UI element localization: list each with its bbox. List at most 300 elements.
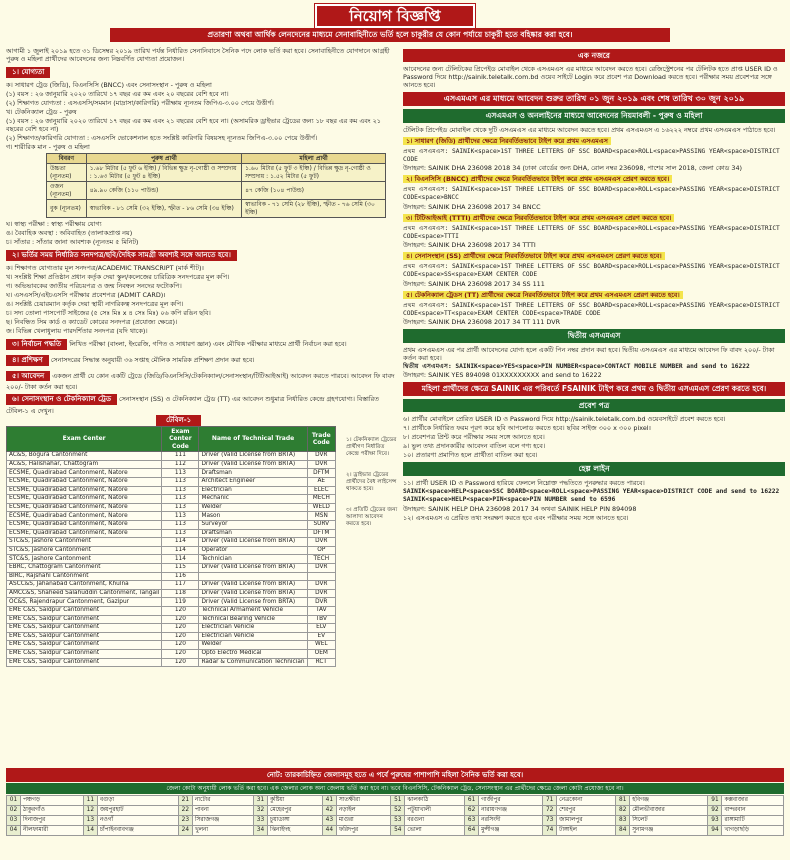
district-code-table xyxy=(6,795,784,836)
document-item: খ। সংশ্লিষ্ট শিক্ষা প্রতিষ্ঠান প্রধান কর্তৃক দেয়া স্কুল/কলেজের চারিত্রিক সনদপত্রের মূল কপি। xyxy=(6,273,230,281)
section-1a: ক। সাধারণ ট্রেড (জিডি), বিএনসিসি (BNCC) এবং সেনাসংস্থান - পুরুষ ও মহিলা xyxy=(6,80,212,89)
district-name: মাগুরা xyxy=(336,816,390,826)
document-item: ক। শিক্ষাগত যোগ্যতার মূল সনদপত্র/ACADEMIC TRANSCRIPT (মার্ক শীট)। xyxy=(6,264,204,272)
district-name: চুয়াডাঙ্গা xyxy=(268,816,323,826)
female-sms-note: মহিলা প্রার্থীদের ক্ষেত্রে SAINIK এর পরিবর্তে FSAINIK টাইপ করে প্রথম ও দ্বিতীয় এসএমএস প্রেরণ করতে হবে। xyxy=(403,382,785,395)
district-name: জামালপুর xyxy=(557,816,616,826)
table-1-label: টেবিল-১ xyxy=(156,415,201,426)
table-row xyxy=(7,826,784,836)
table-header: মহিলা প্রার্থী xyxy=(242,153,386,164)
table-row xyxy=(7,641,336,650)
table-cell: Draftsman xyxy=(199,529,307,538)
district-name: ঝিনাইদহ xyxy=(268,826,323,836)
district-code: 02 xyxy=(7,806,21,816)
table-cell: 113 xyxy=(162,495,199,504)
table-row xyxy=(7,512,336,521)
document-item: ঘ। এসএসসি/এইচএসসি পরীক্ষার প্রবেশপত্র (ADMIT CARD)। xyxy=(6,291,166,299)
gd-format: প্রথম এসএমএস: SAINIK<space>1ST THREE LETTERS OF SSC BOARD<space>ROLL<space>PASSING YEAR<space>DISTRICT CODE xyxy=(403,147,780,163)
table-cell: DVR xyxy=(307,563,335,572)
admit-item: ৯। ভুল তথ্য প্রদানকারীর আবেদন বাতিল বলে গণ্য হবে। xyxy=(403,442,546,451)
district-code: 61 xyxy=(465,796,479,806)
help-example: উদাহরণ: SAINIK HELP DHA 236098 2017 34 অথবা SAINIK HELP PIN 894098 xyxy=(403,505,637,513)
table-cell: Welder xyxy=(199,641,307,650)
section-3-heading: ৩। নির্বাচন পদ্ধতি xyxy=(6,339,67,350)
district-name: বগুড়া xyxy=(97,796,178,806)
table-cell: 116 xyxy=(162,572,199,581)
table-cell: স্বাভাবিক - ৭১ সেমি (২৮ ইঞ্চি), স্ফীত - ৭৬ সেমি (৩০ ইঞ্চি) xyxy=(242,200,386,218)
district-name: জয়পুরহাট xyxy=(97,806,178,816)
section-1b-1: (১) বয়স : ২৬ জানুয়ারি ২০২০ তারিখে ১৭ বছর এর কম এবং ২১ বছরের বেশি হবে না। (অসামরিক ড্রাইভার ট্রেডের জন্য ১৮ বছর এর কম এবং ২১ বছরের বেশি হবে না) xyxy=(6,116,381,133)
table-cell: 117 xyxy=(162,581,199,590)
page-title: নিয়োগ বিজ্ঞপ্তি xyxy=(315,4,475,28)
second-sms-heading: দ্বিতীয় এসএমএস xyxy=(403,329,785,342)
document-item: ঙ। সংশ্লিষ্ট চেয়ারম্যান কর্তৃক দেয়া স্থায়ী নাগরিকত্ব সনদপত্রের মূল কপি। xyxy=(6,300,184,308)
bottom-note: নোট: তারকাচিহ্নিত জেলাসমূহ হতে এ পর্বে পুরুষের পাশাপাশি মহিলা সৈনিক ভর্তি করা হবে। xyxy=(6,768,784,782)
table-cell: STC&S, Jashore Cantonment xyxy=(7,546,162,555)
table-cell: EME C&S, Saidpur Cantonment xyxy=(7,641,162,650)
table-cell: DVR xyxy=(307,581,335,590)
help-text: ১১। প্রার্থী USER ID ও Password হারিয়ে ফেললে নিম্নোক্ত পদ্ধতিতে পুনরুদ্ধার করতে পারবে। xyxy=(403,478,645,487)
table-row xyxy=(7,452,336,461)
table-cell: AC&S, Bogura Cantonment xyxy=(7,452,162,461)
district-code: 94 xyxy=(708,826,722,836)
district-code: 53 xyxy=(391,816,405,826)
table-cell: 114 xyxy=(162,555,199,564)
table-cell: RCT xyxy=(307,658,335,667)
table-row xyxy=(7,658,336,667)
ttti-example: উদাহরণ: SAINIK DHA 236098 2017 34 TTTI xyxy=(403,241,536,250)
table-cell: AE xyxy=(307,478,335,487)
table-cell: Driver (Valid License from BRTA) xyxy=(199,581,307,590)
side-note: ২। ড্রাইভার ট্রেডের প্রার্থীদের বৈধ লাইসেন্স থাকতে হবে। xyxy=(346,471,397,492)
table-cell: ECSME, Quadirabad Cantonment, Natore xyxy=(7,529,162,538)
section-3-text: লিখিত পরীক্ষা (বাংলা, ইংরেজি, গণিত ও সাধারণ জ্ঞান) এবং মৌখিক পরীক্ষার মাধ্যমে প্রার্থী নির্বাচন করা হবে। xyxy=(69,340,347,348)
district-code: 12 xyxy=(83,806,97,816)
table-cell: Operator xyxy=(199,546,307,555)
table-cell: স্বাভাবিক - ৮১ সেমি (৩২ ইঞ্চি), স্ফীত - ৮৬ সেমি (৩৪ ইঞ্চি) xyxy=(86,200,241,218)
district-code: 21 xyxy=(178,796,192,806)
table-cell: Technician xyxy=(199,555,307,564)
table-cell: 118 xyxy=(162,589,199,598)
district-name: পঞ্চগড় xyxy=(21,796,84,806)
help-format-1: SAINIK<space>HELP<space>SSC BOARD<space>ROLL<space>PASSING YEAR<space>DISTRICT CODE and send to 16222 xyxy=(403,487,780,495)
bncc-heading: ২। বিএনসিসি (BNCC) প্রার্থীদের ক্ষেত্রে নিরবর্তিতভাবে টাইপ করে প্রথম এসএমএস প্রেরণ করতে হবে। xyxy=(403,175,672,183)
ss-heading: ৪। সেনাসংস্থান (SS) প্রার্থীদের ক্ষেত্রে নিরবর্তিতভাবে টাইপ করে প্রথম এসএমএস প্রেরণ করতে হবে। xyxy=(403,252,665,260)
table-cell: EV xyxy=(307,632,335,641)
table-cell: 112 xyxy=(162,460,199,469)
table-row xyxy=(7,589,336,598)
section-6-heading: ৬। সেনাসংস্থান ও টেকনিক্যাল ট্রেড xyxy=(6,394,117,405)
table-cell: EBRC, Chattogram Cantonment xyxy=(7,563,162,572)
table-cell: 114 xyxy=(162,538,199,547)
table-cell: Draftsman xyxy=(199,469,307,478)
table-cell: AC&S, Halishahar, Chattogram xyxy=(7,460,162,469)
table-cell: ১.৬০ মিটার (৫ ফুট ৩ ইঞ্চি) / বিভিন্ন ক্ষুদ্র নৃ-গোষ্ঠী ও সম্প্রদায় : ১.৫২ মিটার (৫ ফুট) xyxy=(242,164,386,182)
table-cell: 113 xyxy=(162,512,199,521)
district-code: 51 xyxy=(391,796,405,806)
bncc-example: উদাহরণ: SAINIK DHA 236098 2017 34 BNCC xyxy=(403,202,541,211)
district-name: পাবনা xyxy=(192,806,253,816)
document-item: ছ। নিবন্ধিত সিম কার্ড ও ক্যাডেট কোরের সনদপত্র (প্রযোজ্য ক্ষেত্রে)। xyxy=(6,318,178,326)
table-cell: ELEC xyxy=(307,486,335,495)
section-1b: খ। টেকনিক্যাল ট্রেড - পুরুষ xyxy=(6,107,77,116)
district-name: নীলফামারী xyxy=(21,826,84,836)
table-cell: ECSME, Quadirabad Cantonment, Natore xyxy=(7,521,162,530)
section-1a-2: (২) শিক্ষাগত যোগ্যতা : এসএসসি/সমমান (মাদ্রাসা/কারিগরি) পরীক্ষায় ন্যূনতম জিপিএ-৩.০০ পেয়ে উত্তীর্ণ। xyxy=(6,98,274,107)
admit-item: ৭। প্রার্থীকে নির্ধারিত ফরম পূরণ করে ছবি আপলোড করতে হবে। ছবির সাইজ ৩০০ x ৩০০ pixel। xyxy=(403,424,651,433)
table-cell: AMCC&S, Shaheed Salahuddin Cantonment, Tangail xyxy=(7,589,162,598)
table-cell: 111 xyxy=(162,452,199,461)
table-cell: ELV xyxy=(307,624,335,633)
section-5-text: একজন প্রার্থী যে কোন একটি ট্রেডে (জিডি/বিএনসিসি/টেকনিক্যাল/সেনাসংস্থান/টিটিআইআই) আবেদন করতে পারবে। আবেদন ফি বাবদ ২০০/- টাকা কর্তন করা হবে। xyxy=(6,371,395,392)
table-cell: ১.৬৮ মিটার (৫ ফুট ৬ ইঞ্চি) / বিভিন্ন ক্ষুদ্র নৃ-গোষ্ঠী ও সম্প্রদায় : ১.৬৩ মিটার (৫ ফুট ৪ ইঞ্চি) xyxy=(86,164,241,182)
second-sms-text: প্রথম এসএমএস এর পর প্রার্থী আবেদনের যোগ্য হলে একটি পিন নম্বর প্রদান করা হবে। দ্বিতীয় এসএমএস এর মাধ্যমে আবেদন ফি বাবদ ২০০/- টাকা কর্তন করা হবে। xyxy=(403,345,775,362)
table-cell: EME C&S, Saidpur Cantonment xyxy=(7,632,162,641)
section-1b-2: (২) শিক্ষাগত/কারিগরি যোগ্যতা : এসএসসি ভোকেশনাল হতে সংশ্লিষ্ট কারিগরি বিষয়সহ ন্যূনতম জিপিএ-৩.০০ পেয়ে উত্তীর্ণ। xyxy=(6,133,318,142)
district-code: 83 xyxy=(616,816,630,826)
table-cell: DFTM xyxy=(307,529,335,538)
district-name: নেত্রকোনা xyxy=(557,796,616,806)
table-cell: 113 xyxy=(162,529,199,538)
table-cell: ECSME, Quadirabad Cantonment, Natore xyxy=(7,486,162,495)
table-cell: MSN xyxy=(307,512,335,521)
table-cell: ECSME, Quadirabad Cantonment, Natore xyxy=(7,469,162,478)
table-cell: ECSME, Quadirabad Cantonment, Natore xyxy=(7,478,162,487)
table-cell: 120 xyxy=(162,641,199,650)
help-last: ১২। এসএমএস এ প্রেরিত তথ্য সংরক্ষণ করতে হবে এবং পরীক্ষার সময় সঙ্গে আনতে হবে। xyxy=(403,514,629,522)
district-name: সুনামগঞ্জ xyxy=(630,826,708,836)
district-name: মেহেরপুর xyxy=(268,806,323,816)
tt-format: প্রথম এসএমএস: SAINIK<space>1ST THREE LETTERS OF SSC BOARD<space>ROLL<space>PASSING YEAR<space>DISTRICT CODE<space>TT<space>EXAM CENTER CODE<space>TRADE CODE xyxy=(403,301,780,317)
at-a-glance-heading: এক নজরে xyxy=(403,49,785,62)
district-code: 22 xyxy=(178,806,192,816)
table-cell: WELD xyxy=(307,503,335,512)
rules-heading: এসএমএস ও অনলাইনের মাধ্যমে আবেদনের নিয়মাবলী - পুরুষ ও মহিলা xyxy=(403,109,785,122)
table-cell: STC&S, Jashore Cantonment xyxy=(7,555,162,564)
table-cell: 120 xyxy=(162,658,199,667)
table-cell: EME C&S, Saidpur Cantonment xyxy=(7,624,162,633)
table-row xyxy=(7,649,336,658)
table-row xyxy=(7,555,336,564)
second-sms-format: দ্বিতীয় এসএমএস: SAINIK<space>YES<space>PIN NUMBER<space>CONTACT MOBILE NUMBER and send to 16222 xyxy=(403,362,750,370)
table-row xyxy=(7,563,336,572)
table-cell: Driver (Valid License from BRTA) xyxy=(199,589,307,598)
table-cell: Radar & Communication Technician xyxy=(199,658,307,667)
table-cell: EME C&S, Saidpur Cantonment xyxy=(7,658,162,667)
table-cell: উচ্চতা (ন্যূনতম) xyxy=(47,164,87,182)
section-4-text: সেনাসদরের সিদ্ধান্ত অনুযায়ী ৩৬ সপ্তাহ মৌলিক সামরিক প্রশিক্ষণ প্রদান করা হবে। xyxy=(50,355,255,364)
district-name: নওগাঁ xyxy=(97,816,178,826)
table-cell: ৪৯.৯০ কেজি (১১০ পাউন্ড) xyxy=(86,182,241,200)
district-name: বরগুনা xyxy=(405,816,465,826)
document-item: চ। সদ্য তোলা পাসপোর্ট সাইজের (৫ সেঃ মিঃ x ৪ সেঃ মিঃ) ০৬ কপি রঙিন ছবি। xyxy=(6,309,211,317)
district-code: 92 xyxy=(708,806,722,816)
table-cell: 115 xyxy=(162,563,199,572)
table-row xyxy=(7,503,336,512)
district-name: বান্দরবান xyxy=(722,806,784,816)
district-code: 73 xyxy=(543,816,557,826)
table-cell: Electrician Vehicle xyxy=(199,632,307,641)
table-row xyxy=(47,164,386,182)
table-row xyxy=(7,581,336,590)
section-5-heading: ৫। আবেদন xyxy=(6,371,50,382)
table-cell: DVR xyxy=(307,598,335,607)
table-cell: Surveyor xyxy=(199,521,307,530)
table-cell: BIRC, Rajshahi Cantonment xyxy=(7,572,162,581)
district-code: 43 xyxy=(322,816,336,826)
district-quota-note: জেলা কোটা অনুযায়ী লোক ভর্তি করা হবে। এক জেলার লোক অন্য জেলায় ভর্তি করা হবে না। ভবে বিএনসিসি, টেকনিক্যাল ট্রেড, সেনাসংস্থান এর প্রার্থীদের ক্ষেত্রে জেলা কোটা প্রযোজ্য হবে না। xyxy=(6,783,784,794)
district-code: 91 xyxy=(708,796,722,806)
table-cell: EME C&S, Saidpur Cantonment xyxy=(7,615,162,624)
table-row xyxy=(7,606,336,615)
document-item: গ। অভিভাবকের জাতীয় পরিচয়পত্র ও জন্ম নিবন্ধন সনদের ফটোকপি। xyxy=(6,282,182,290)
table-cell: Mechanic xyxy=(199,495,307,504)
table-cell: ECSME, Quadirabad Cantonment, Natore xyxy=(7,495,162,504)
side-note: ১। টেকনিক্যাল ট্রেডের প্রার্থীগণ নির্ধারিত কেন্দ্রে পরীক্ষা দিবে। xyxy=(346,436,397,457)
table-cell: 113 xyxy=(162,478,199,487)
table-cell: MECH xyxy=(307,495,335,504)
table-row xyxy=(7,521,336,530)
admit-item: ৬। প্রার্থীর মোবাইলে প্রেরিত USER ID ও Password দিয়ে http://sainik.teletalk.com.bd ওয়েবসাইটে প্রবেশ করতে হবে। xyxy=(403,415,726,424)
table-row xyxy=(7,495,336,504)
table-cell: Technical Armament Vehicle xyxy=(199,606,307,615)
table-cell: OEM xyxy=(307,649,335,658)
section-1a-1: (১) বয়স : ২৬ জানুয়ারি ২০২০ তারিখে ১৭ বছর এর কম এবং ২০ বছরের বেশি হবে না। xyxy=(6,89,229,98)
table-cell: Driver (Valid License from BRTA) xyxy=(199,598,307,607)
left-column xyxy=(6,46,398,766)
district-name: দিনাজপুর xyxy=(21,816,84,826)
table-cell: 120 xyxy=(162,624,199,633)
sms-dates-banner: এসএমএস এর মাধ্যমে আবেদন শুরুর তারিখ ০১ জুন ২০১৯ এবং শেষ তারিখ ৩০ জুন ২০১৯ xyxy=(403,92,785,106)
district-code: 04 xyxy=(7,826,21,836)
district-code: 32 xyxy=(254,806,268,816)
table-cell: OC&S, Rajendrapur Cantonment, Gazipur xyxy=(7,598,162,607)
district-name: খুলনা xyxy=(192,826,253,836)
district-name: খাগড়াছড়ি xyxy=(722,826,784,836)
district-code: 52 xyxy=(391,806,405,816)
table-row xyxy=(7,460,336,469)
admit-card-heading: প্রবেশ পত্র xyxy=(403,399,785,412)
at-a-glance-text: আবেদনের জন্য টেলিটকের প্রিপেইড মোবাইল থেকে এসএমএস এর মাধ্যমে আবেদন করতে হবে। রেজিস্ট্রেশনের পর টেলিটক হতে প্রাপ্ত USER ID ও Password দিয়ে http://sainik.teletalk.com.bd ওয়েব সাইটে Login করে প্রবেশ পত্র Download করতে হবে। পরীক্ষার সময় প্রবেশপত্র সঙ্গে আনতে হবে। xyxy=(403,65,778,90)
district-code: 44 xyxy=(322,826,336,836)
table-cell: বুক (ন্যূনতম) xyxy=(47,200,87,218)
table-side-notes xyxy=(346,436,398,529)
table-header: পুরুষ প্রার্থী xyxy=(86,153,241,164)
section-1c: গ। শারীরিক মান - পুরুষ ও মহিলা xyxy=(6,142,90,151)
district-code: 31 xyxy=(254,796,268,806)
help-format-2: SAINIK<space>HELP<space>PIN<space>PIN NUMBER send to 6596 xyxy=(403,496,616,504)
table-cell: Technical Bearing Vehicle xyxy=(199,615,307,624)
district-name: পটুয়াখালী xyxy=(405,806,465,816)
table-cell: 120 xyxy=(162,606,199,615)
table-cell: Electrician xyxy=(199,486,307,495)
table-cell: WEL xyxy=(307,641,335,650)
district-name: সাতক্ষীরা xyxy=(336,796,390,806)
table-row xyxy=(7,598,336,607)
section-1d: ঘ। স্বাস্থ্য পরীক্ষা : স্বাস্থ্য পরীক্ষায় যোগ্য xyxy=(6,220,102,229)
table-cell: 113 xyxy=(162,469,199,478)
bncc-format: প্রথম এসএমএস: SAINIK<space>1ST THREE LETTERS OF SSC BOARD<space>ROLL<space>PASSING YEAR<space>DISTRICT CODE<space>BNCC xyxy=(403,186,780,201)
admit-item: ১০। প্রতারণা প্রমাণিত হলে প্রার্থীতা বাতিল করা হবে। xyxy=(403,451,538,460)
district-code: 63 xyxy=(465,816,479,826)
ttti-heading: ৩। টিটিআইআই (TTTI) প্রার্থীদের ক্ষেত্রে নিরবর্তিতভাবে টাইপ করে প্রথম এসএমএস প্রেরণ করতে হবে। xyxy=(403,214,674,222)
table-cell: EME C&S, Saidpur Cantonment xyxy=(7,649,162,658)
table-cell: 113 xyxy=(162,521,199,530)
district-code: 14 xyxy=(83,826,97,836)
district-code: 23 xyxy=(178,816,192,826)
fraud-warning: প্রতারণা অথবা আর্থিক লেনদেনের মাধ্যমে সেনাবাহিনীতে ভর্তি হলে চাকুরীর যে কোন পর্যায়ে চাকুরী হতে বহিষ্কার করা হবে। xyxy=(110,28,670,42)
district-name: হবিগঞ্জ xyxy=(630,796,708,806)
district-code: 71 xyxy=(543,796,557,806)
table-row xyxy=(7,816,784,826)
help-line-heading: হেল্প লাইন xyxy=(403,462,785,475)
table-cell: DVR xyxy=(307,460,335,469)
district-name: মুন্সীগঞ্জ xyxy=(479,826,543,836)
table-cell: TECH xyxy=(307,555,335,564)
table-cell xyxy=(307,572,335,581)
table-cell: DVR xyxy=(307,589,335,598)
exam-center-table xyxy=(6,426,336,667)
document-item: জ। বিভিন্ন খেলাধুলায় পারদর্শিতার সনদপত্র (যদি থাকে)। xyxy=(6,327,148,335)
table-cell: 120 xyxy=(162,649,199,658)
table-cell: 113 xyxy=(162,503,199,512)
table-row xyxy=(7,546,336,555)
district-code: 33 xyxy=(254,816,268,826)
table-cell: ৪৭ কেজি (১০৪ পাউন্ড) xyxy=(242,182,386,200)
district-name: রাঙ্গামাটি xyxy=(722,816,784,826)
table-cell: Opto Electro Medical xyxy=(199,649,307,658)
table-cell: Architect Engineer xyxy=(199,478,307,487)
district-code: 42 xyxy=(322,806,336,816)
table-row xyxy=(7,529,336,538)
district-name: মৌলভীবাজার xyxy=(630,806,708,816)
table-cell: TBV xyxy=(307,615,335,624)
table-cell: TAV xyxy=(307,606,335,615)
table-cell: Electrician Vehicle xyxy=(199,624,307,633)
district-code: 72 xyxy=(543,806,557,816)
second-sms-example: উদাহরণ: SAINIK YES 894098 01XXXXXXXXX and send to 16222 xyxy=(403,371,602,380)
section-4-heading: ৪। প্রশিক্ষণ xyxy=(6,355,49,366)
section-1e: ঙ। বৈবাহিক অবস্থা : অবিবাহিত (তালাকপ্রাপ্ত নয়) xyxy=(6,229,133,238)
district-name: কুষ্টিয়া xyxy=(268,796,323,806)
gd-heading: ১। সাধারণ (জিডি) প্রার্থীদের ক্ষেত্রে নিরবর্তিতভাবে টাইপ করে প্রথম এসএমএস xyxy=(403,137,611,145)
district-code: 03 xyxy=(7,816,21,826)
district-name: নারায়ণগঞ্জ xyxy=(479,806,543,816)
district-code: 24 xyxy=(178,826,192,836)
table-cell: STC&S, Jashore Cantonment xyxy=(7,538,162,547)
table-cell: 114 xyxy=(162,546,199,555)
table-cell: DVR xyxy=(307,538,335,547)
district-name: সিলেট xyxy=(630,816,708,826)
table-cell: Mason xyxy=(199,512,307,521)
district-name: নাটোর xyxy=(192,796,253,806)
district-name: টাঙ্গাইল xyxy=(557,826,616,836)
district-name: ঠাকুরগাঁও xyxy=(21,806,84,816)
table-cell: Driver (Valid License from BRTA) xyxy=(199,538,307,547)
table-header: Name of Technical Trade xyxy=(199,426,307,452)
table-cell xyxy=(199,572,307,581)
table-cell: Driver (Valid License from BRTA) xyxy=(199,460,307,469)
table-row xyxy=(7,615,336,624)
rules-intro: টেলিটক প্রিপেইড মোবাইল থেকে দুটি এসএমএস এর মাধ্যমে আবেদন করতে হবে। প্রথম এসএমএস এ ১৬২২২ নম্বরে প্রথম এসএমএস পাঠাতে হবে। xyxy=(403,125,776,134)
table-cell: Driver (Valid License from BRTA) xyxy=(199,452,307,461)
table-cell: ওজন (ন্যূনতম) xyxy=(47,182,87,200)
table-cell: Welder xyxy=(199,503,307,512)
table-row xyxy=(7,632,336,641)
district-name: নড়াইল xyxy=(336,806,390,816)
section-6-text: সেনাসংস্থান (SS) ও টেকনিক্যাল ট্রেড (TT) এর আবেদন শুধুমাত্র নির্ধারিত কেন্দ্রে গ্রহণযোগ্য। বিস্তারিত টেবিল-১ এ দেখুন। xyxy=(6,395,379,415)
district-name: কক্সবাজার xyxy=(722,796,784,806)
table-cell: 113 xyxy=(162,486,199,495)
section-2-heading: ২। ভর্তির সময় নির্ধারিত সনদপত্র/ছবি/দৈহিক সামগ্রী অবশ্যই সঙ্গে আনতে হবে। xyxy=(6,250,237,261)
table-cell: 120 xyxy=(162,615,199,624)
district-name: শেরপুর xyxy=(557,806,616,816)
gd-example: উদাহরণ: SAINIK DHA 236098 2018 34 (ঢাকা বোর্ডের জন্য DHA, রোল নম্বর 236098, পাশের সাল 2018, জেলা কোড 34) xyxy=(403,164,743,173)
tt-example: উদাহরণ: SAINIK DHA 236098 2017 34 TT 111 DVR xyxy=(403,318,561,327)
table-row xyxy=(7,572,336,581)
table-row xyxy=(47,200,386,218)
district-code: 74 xyxy=(543,826,557,836)
district-code: 62 xyxy=(465,806,479,816)
table-cell: OP xyxy=(307,546,335,555)
intro-text: আগামী ১ জুলাই ২০১৯ হতে ৩১ ডিসেম্বর ২০১৯ তারিখ পর্যন্ত নির্ধারিত সেনানিবাসে সৈনিক পদে লোক ভর্তি করা হবে। সেনাবাহিনীতে যোগদানে আগ্রহী পুরুষ ও মহিলা প্রার্থীদের আবেদনের জন্য নিম্নবর্ণিত যোগ্যতা প্রয়োজন। xyxy=(6,47,390,63)
district-code: 54 xyxy=(391,826,405,836)
table-cell: Driver (Valid License from BRTA) xyxy=(199,563,307,572)
district-code: 01 xyxy=(7,796,21,806)
table-row xyxy=(7,538,336,547)
table-header-row xyxy=(47,153,386,164)
district-name: চাঁপাইনবাবগঞ্জ xyxy=(97,826,178,836)
table-row xyxy=(7,486,336,495)
table-cell: 120 xyxy=(162,632,199,641)
district-code: 82 xyxy=(616,806,630,816)
district-code: 81 xyxy=(616,796,630,806)
table-header: Exam Center xyxy=(7,426,162,452)
admit-item: ৮। প্রবেশপত্র প্রিন্ট করে পরীক্ষার সময় সঙ্গে আনতে হবে। xyxy=(403,433,545,442)
district-name: সিরাজগঞ্জ xyxy=(192,816,253,826)
table-row xyxy=(47,182,386,200)
table-header: Exam Center Code xyxy=(162,426,199,452)
district-code: 11 xyxy=(83,796,97,806)
district-name: ঝালকাঠি xyxy=(405,796,465,806)
ss-example: উদাহরণ: SAINIK DHA 236098 2017 34 SS 111 xyxy=(403,279,545,288)
table-row xyxy=(7,806,784,816)
table-cell: ECSME, Quadirabad Cantonment, Natore xyxy=(7,503,162,512)
table-row xyxy=(7,796,784,806)
table-header: বিবরণ xyxy=(47,153,87,164)
table-cell: SURV xyxy=(307,521,335,530)
table-header-row xyxy=(7,426,336,452)
district-code: 64 xyxy=(465,826,479,836)
physical-standards-table xyxy=(46,153,386,219)
table-header: Trade Code xyxy=(307,426,335,452)
right-column xyxy=(403,46,785,766)
table-row xyxy=(7,478,336,487)
ss-format: প্রথম এসএমএস: SAINIK<space>1ST THREE LETTERS OF SSC BOARD<space>ROLL<space>PASSING YEAR<space>DISTRICT CODE<space>SS<space>EXAM CENTER CODE xyxy=(403,263,780,278)
table-cell: ASCC&S, Jahanabad Cantonment, Khulna xyxy=(7,581,162,590)
table-cell: 119 xyxy=(162,598,199,607)
table-cell: ECSME, Quadirabad Cantonment, Natore xyxy=(7,512,162,521)
table-row xyxy=(7,624,336,633)
table-cell: DFTM xyxy=(307,469,335,478)
district-code: 84 xyxy=(616,826,630,836)
section-1f: চ। সাঁতার : সাঁতার জানা আবশ্যক (ন্যূনতম ৫ মিনিট) xyxy=(6,238,139,247)
district-code: 93 xyxy=(708,816,722,826)
district-name: নরসিংদী xyxy=(479,816,543,826)
section-1-heading: ১। যোগ্যতা xyxy=(6,67,50,78)
tt-heading: ৫। টেকনিক্যাল ট্রেডস (TT) প্রার্থীদের ক্ষেত্রে নিরবর্তিতভাবে টাইপ করে প্রথম এসএমএস প্রেরণ করতে হবে। xyxy=(403,291,683,299)
district-name: গাজীপুর xyxy=(479,796,543,806)
